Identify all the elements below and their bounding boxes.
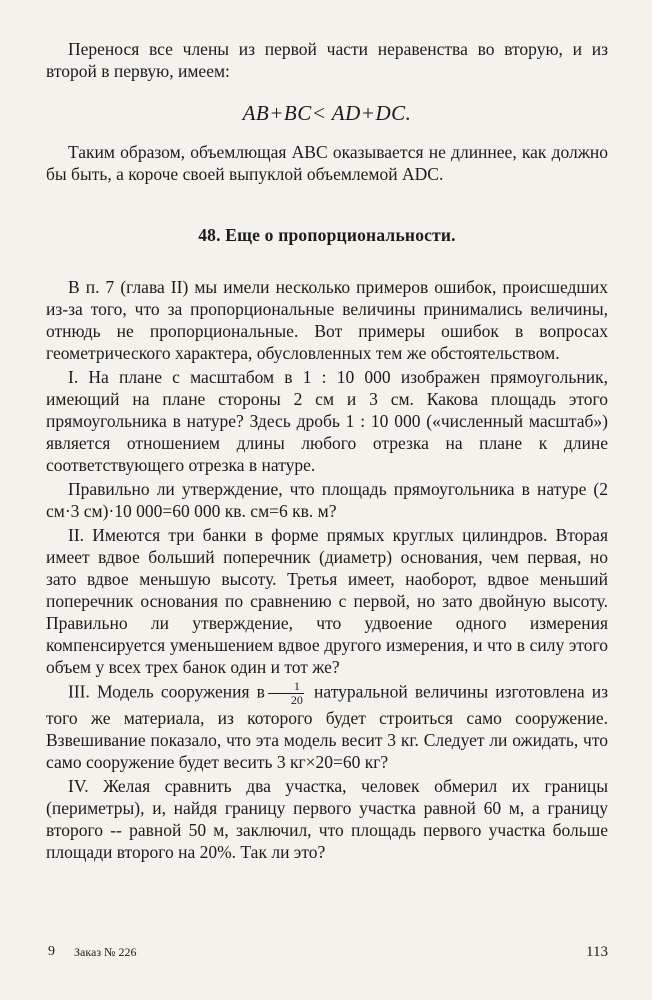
problem-4: IV. Желая сравнить два участка, человек обмерил их границы (периметры), и, найдя границу первого участка равной 60 м, а границу второго -- равной 50 м, заключил, что площадь первого участка больше площади второго на 20%. Так ли это? [46, 776, 608, 862]
fraction-denominator: 20 [290, 693, 303, 707]
intro-paragraph-2: Таким образом, объемлющая ABC оказывается не длиннее, как должно бы быть, а короче своей выпуклой объемлемой ADC. [46, 142, 608, 184]
section-heading: 48. Еще о пропорциональности. [198, 225, 456, 245]
signature-mark: 9 [48, 944, 55, 959]
problem-3 [46, 680, 608, 773]
fraction-numerator: 1 [268, 680, 304, 694]
inequality-formula: AB+BC< AD+DC. [242, 101, 412, 125]
print-order: Заказ № 226 [74, 945, 137, 959]
problem-2: II. Имеются три банки в форме прямых круглых цилиндров. Вторая имеет вдвое больший поперечник (диаметр) основания, чем первая, но зато вдвое меньшую высоту. Третья имеет, наоборот, вдвое меньший поперечник основания по сравнению с первой, но зато двойную высоту. Правильно ли утверждение, что удвоение одного измерения компенсируется уменьшением вдвое другого измерения, и что в силу этого объем у всех трех банок один и тот же? [46, 525, 608, 677]
fraction-one-twentieth [268, 680, 304, 707]
problem-1: I. На плане с масштабом в 1 : 10 000 изображен прямоугольник, имеющий на плане стороны 2 см и 3 см. Какова площадь этого прямоугольника в натуре? Здесь дробь 1 : 10 000 («численный масштаб») является отношением длины любого отрезка на плане к длине соответствующего отрезка в натуре. [46, 367, 608, 475]
problem-3-start: III. Модель сооружения в [68, 681, 265, 702]
problem-1-question: Правильно ли утверждение, что площадь прямоугольника в натуре (2 см·3 см)·10 000=60 000 кв. см=6 кв. м? [46, 479, 608, 521]
page-number: 113 [586, 944, 608, 960]
page-body [46, 38, 608, 863]
section-paragraph-1: В п. 7 (глава II) мы имели несколько примеров ошибок, происшедших из-за того, что за пропорциональные величины принимались величины, отнюдь не пропорциональные. Вот примеры ошибок в вопросах геометрического характера, обусловленных тем же обстоятельством. [46, 277, 608, 363]
problem-3-rest: натуральной величины изготовлена из того же материала, из которого будет строиться само сооружение. Взвешивание показало, что эта модель весит 3 кг. Следует ли ожидать, что само сооружение будет весить 3 кг×20=60 кг? [46, 681, 609, 772]
intro-paragraph-1: Перенося все члены из первой части неравенства во вторую, и из второй в первую, имеем: [46, 39, 608, 81]
